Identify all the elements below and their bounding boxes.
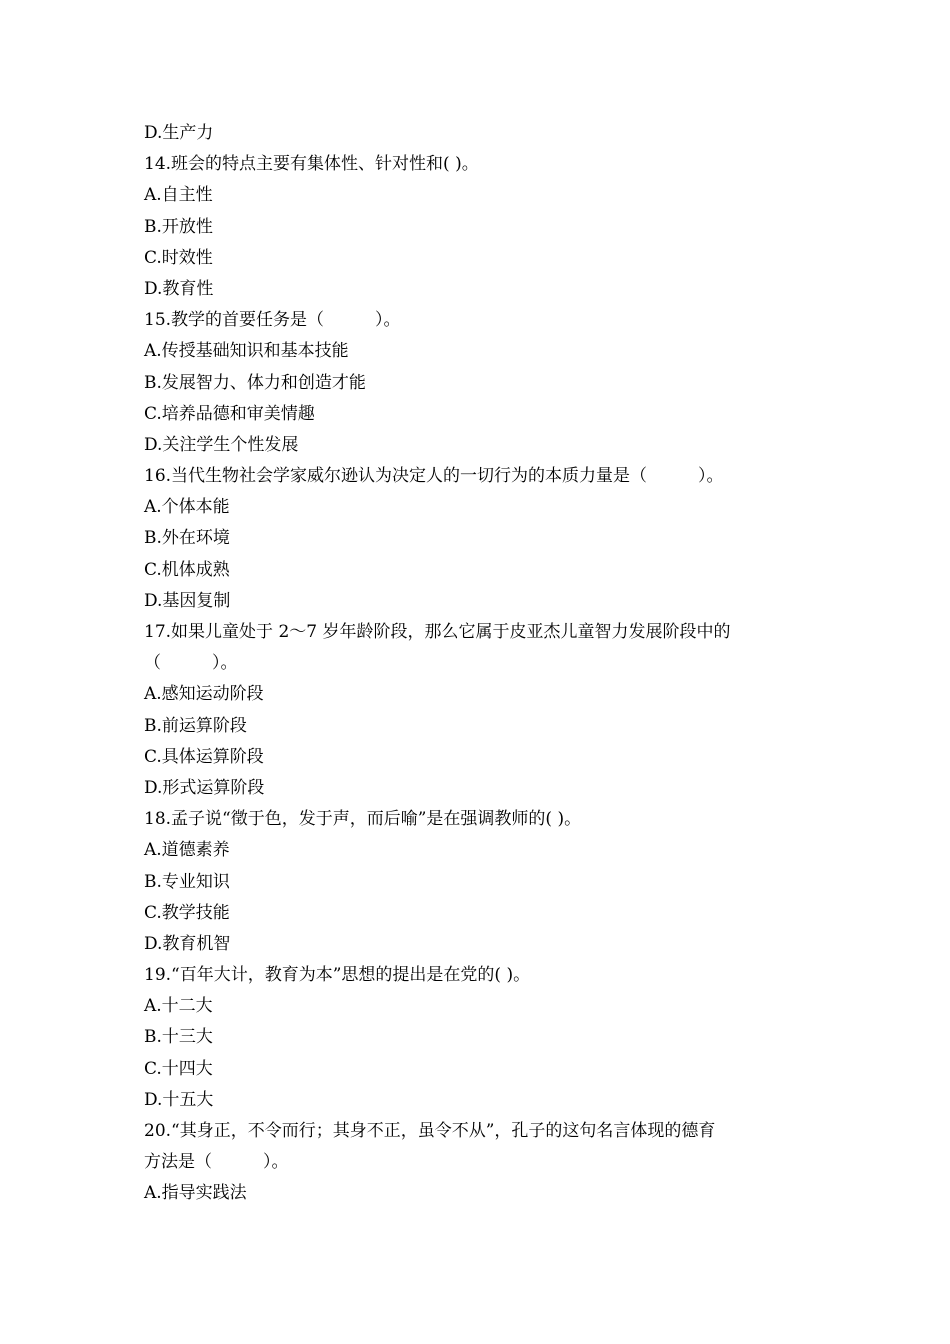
option-a-q19: A.十二大 <box>144 996 213 1017</box>
option-b-q18: B.专业知识 <box>144 871 230 892</box>
option-d-q18: D.教育机智 <box>144 933 231 954</box>
option-c-q17: C.具体运算阶段 <box>144 746 264 767</box>
option-b-q17: B.前运算阶段 <box>144 715 247 736</box>
question-16: 16.当代生物社会学家威尔逊认为决定人的一切行为的本质力量是（ ）。 <box>144 466 724 487</box>
question-17-continued: （ ）。 <box>144 653 238 674</box>
option-c-q14: C.时效性 <box>144 247 213 268</box>
question-19: 19.“百年大计，教育为本”思想的提出是在党的( )。 <box>144 965 531 986</box>
option-d-q15: D.关注学生个性发展 <box>144 434 299 455</box>
option-d-q16: D.基因复制 <box>144 590 231 611</box>
option-c-q19: C.十四大 <box>144 1058 213 1079</box>
question-14: 14.班会的特点主要有集体性、针对性和( )。 <box>144 154 479 175</box>
question-20-continued: 方法是（ ）。 <box>144 1152 289 1173</box>
option-b-q14: B.开放性 <box>144 216 213 237</box>
option-d-q14: D.教育性 <box>144 278 214 299</box>
question-17: 17.如果儿童处于 2～7 岁年龄阶段，那么它属于皮亚杰儿童智力发展阶段中的 <box>144 622 731 642</box>
option-c-q16: C.机体成熟 <box>144 559 230 580</box>
document-page <box>144 118 824 1210</box>
option-d-q13: D.生产力 <box>144 123 214 143</box>
option-b-q19: B.十三大 <box>144 1027 213 1048</box>
option-c-q18: C.教学技能 <box>144 902 230 923</box>
option-b-q15: B.发展智力、体力和创造才能 <box>144 372 366 393</box>
question-15: 15.教学的首要任务是（ ）。 <box>144 310 401 331</box>
option-b-q16: B.外在环境 <box>144 528 230 549</box>
question-18: 18.孟子说“徵于色，发于声，而后喻”是在强调教师的( )。 <box>144 809 582 830</box>
option-a-q14: A.自主性 <box>144 185 213 206</box>
option-a-q20: A.指导实践法 <box>144 1183 247 1204</box>
option-a-q15: A.传授基础知识和基本技能 <box>144 341 349 362</box>
option-a-q17: A.感知运动阶段 <box>144 684 264 705</box>
option-c-q15: C.培养品德和审美情趣 <box>144 403 315 424</box>
question-20: 20.“其身正，不令而行；其身不正，虽令不从”，孔子的这句名言体现的德育 <box>144 1121 716 1141</box>
option-d-q19: D.十五大 <box>144 1089 214 1110</box>
option-a-q18: A.道德素养 <box>144 840 230 861</box>
option-d-q17: D.形式运算阶段 <box>144 777 265 798</box>
option-a-q16: A.个体本能 <box>144 497 230 518</box>
